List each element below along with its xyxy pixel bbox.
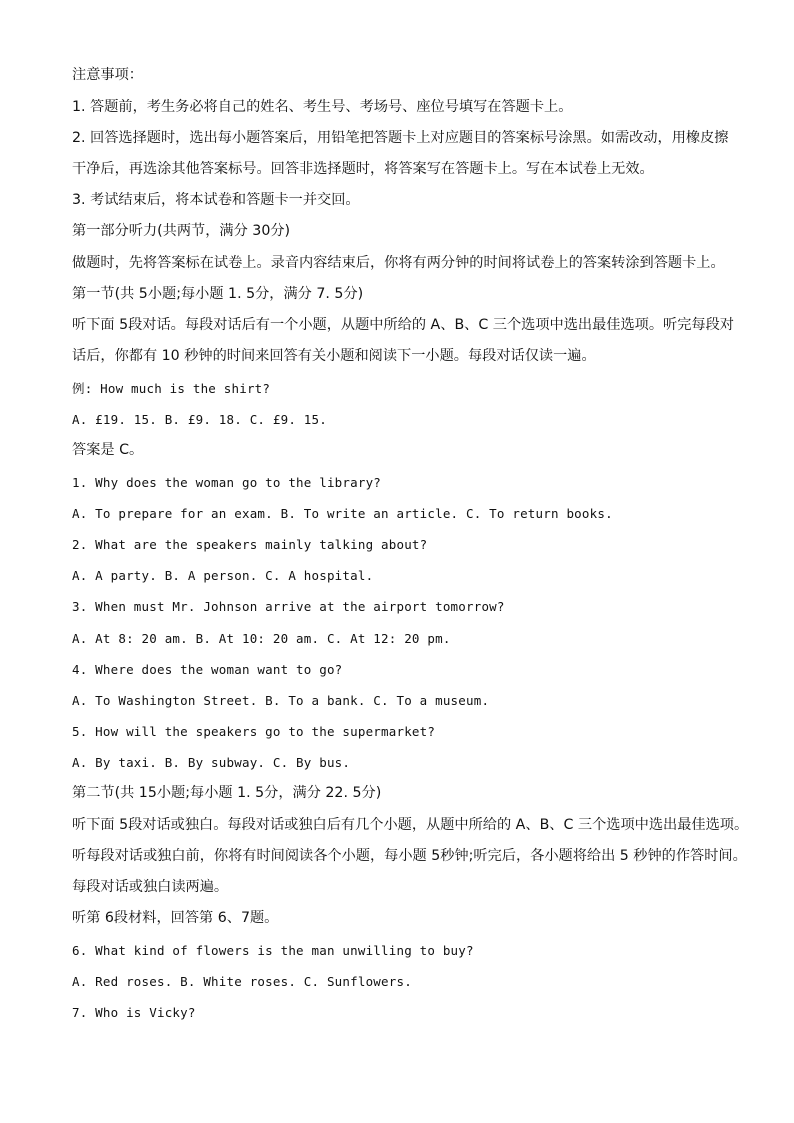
question-1: 1. Why does the woman go to the library? (72, 475, 382, 490)
notice-heading: 注意事项： (72, 67, 143, 83)
question-7: 7. Who is Vicky? (72, 1005, 196, 1020)
section2-instruction-line-2: 听每段对话或独白前，你将有时间阅读各个小题，每小题 5秒钟;听完后，各小题将给出 5 秒钟的作答时间。 (72, 848, 747, 864)
question-6-options: A. Red roses. B. White roses. C. Sunflowers. (72, 974, 412, 989)
section1-instruction-line-2: 话后，你都有 10 秒钟的时间来回答有关小题和阅读下一小题。每段对话仅读一遍。 (72, 348, 596, 364)
question-5-options: A. By taxi. B. By subway. C. By bus. (72, 755, 351, 770)
section1-title: 第一节(共 5小题;每小题 1. 5分，满分 7. 5分) (72, 286, 364, 302)
notice-item-1: 1. 答题前，考生务必将自己的姓名、考生号、考场号、座位号填写在答题卡上。 (72, 99, 573, 115)
question-3-options: A. At 8: 20 am. B. At 10: 20 am. C. At 12: 20 pm. (72, 631, 451, 646)
question-2: 2. What are the speakers mainly talking about? (72, 537, 428, 552)
section2-title: 第二节(共 15小题;每小题 1. 5分，满分 22. 5分) (72, 785, 382, 801)
notice-item-2-line-2: 干净后，再选涂其他答案标号。回答非选择题时，将答案写在答题卡上。写在本试卷上无效。 (72, 161, 654, 177)
section1-instruction-line-1: 听下面 5段对话。每段对话后有一个小题，从题中所给的 A、B、C 三个选项中选出最佳选项。听完每段对 (72, 317, 734, 333)
question-3: 3. When must Mr. Johnson arrive at the airport tomorrow? (72, 599, 505, 614)
question-5: 5. How will the speakers go to the supermarket? (72, 724, 436, 739)
notice-item-3: 3. 考试结束后，将本试卷和答题卡一并交回。 (72, 192, 360, 208)
question-4-options: A. To Washington Street. B. To a bank. C. To a museum. (72, 693, 490, 708)
example-answer: 答案是 C。 (72, 442, 144, 458)
example-options: A. £19. 15. B. £9. 18. C. £9. 15. (72, 412, 327, 427)
notice-item-2-line-1: 2. 回答选择题时，选出每小题答案后，用铅笔把答题卡上对应题目的答案标号涂黑。如需改动，用橡皮擦 (72, 130, 729, 146)
question-4: 4. Where does the woman want to go? (72, 662, 343, 677)
part1-instruction: 做题时，先将答案标在试卷上。录音内容结束后，你将有两分钟的时间将试卷上的答案转涂到答题卡上。 (72, 255, 725, 271)
material-6-heading: 听第 6段材料，回答第 6、7题。 (72, 910, 279, 926)
question-2-options: A. A party. B. A person. C. A hospital. (72, 568, 374, 583)
example-question: 例: How much is the shirt? (72, 381, 271, 396)
question-1-options: A. To prepare for an exam. B. To write an article. C. To return books. (72, 506, 613, 521)
section2-instruction-line-3: 每段对话或独白读两遍。 (72, 879, 229, 895)
section2-instruction-line-1: 听下面 5段对话或独白。每段对话或独白后有几个小题，从题中所给的 A、B、C 三个选项中选出最佳选项。 (72, 817, 749, 833)
part1-title: 第一部分听力(共两节，满分 30分) (72, 223, 291, 239)
question-6: 6. What kind of flowers is the man unwilling to buy? (72, 943, 474, 958)
